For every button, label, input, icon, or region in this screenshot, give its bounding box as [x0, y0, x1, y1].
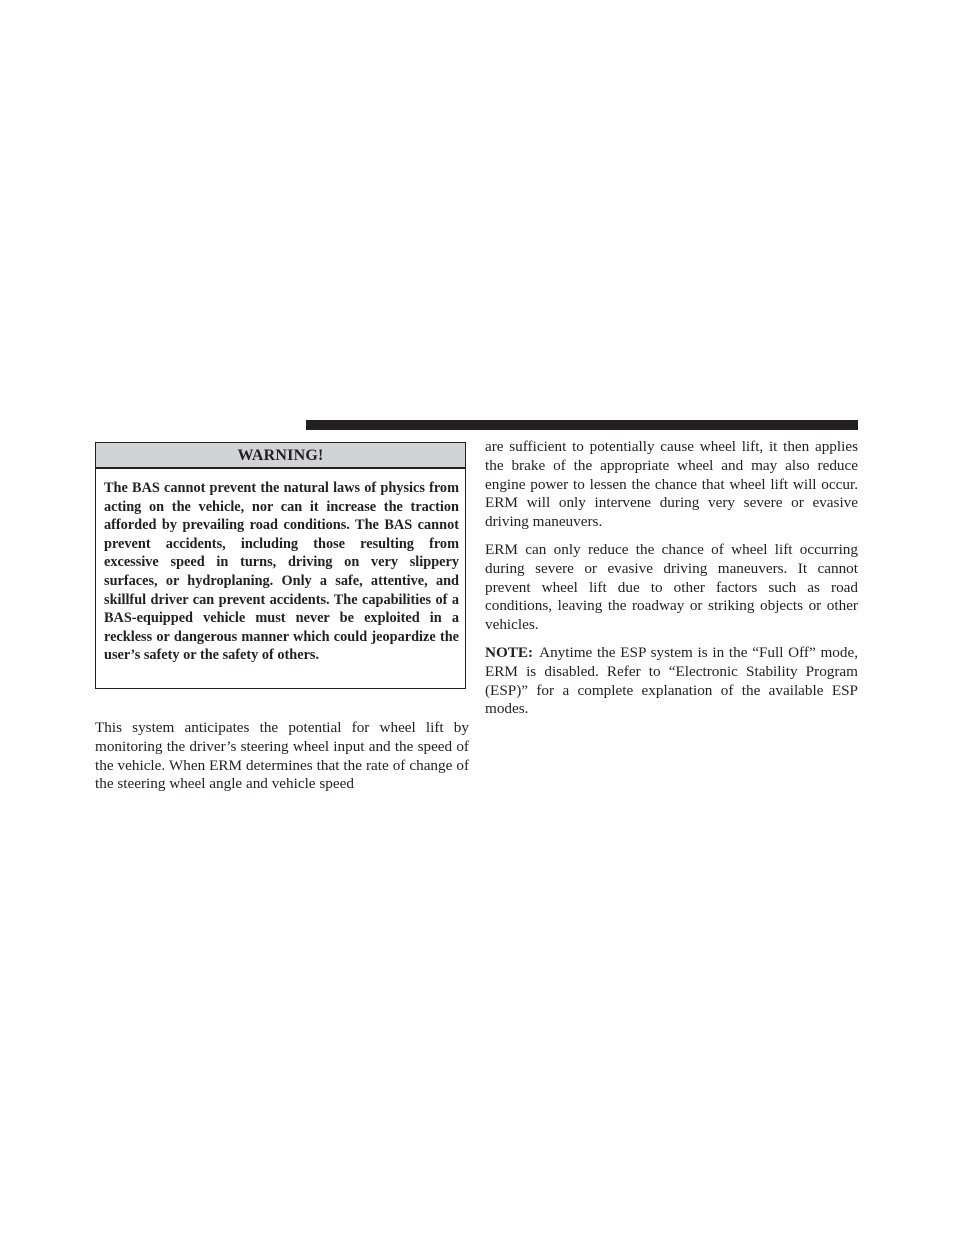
erm-limitation-paragraph: ERM can only reduce the chance of wheel lift occurring during severe or evasive driving maneuvers. It cannot prevent wheel lift due to other factors such as road conditions, leaving the roadway or striking objects or other vehicles. — [485, 540, 858, 634]
note-paragraph — [485, 644, 858, 719]
right-column — [485, 438, 858, 719]
erm-continuation-paragraph: are sufficient to potentially cause wheel lift, it then applies the brake of the appropriate wheel and may also reduce engine power to lessen the chance that wheel lift will occur. ERM will only intervene during very severe or evasive driving maneuvers. — [485, 438, 858, 531]
warning-box — [95, 442, 466, 689]
note-label: NOTE: — [485, 643, 534, 661]
section-header-bar — [306, 420, 858, 430]
erm-description-paragraph: This system anticipates the potential for wheel lift by monitoring the driver’s steering wheel input and the speed of the vehicle. When ERM determines that the rate of change of the steering wheel angle and vehicle speed — [95, 719, 469, 793]
warning-title: WARNING! — [96, 443, 465, 469]
warning-text: The BAS cannot prevent the natural laws of physics from acting on the vehicle, nor can it increase the traction afforded by prevailing road conditions. The BAS cannot prevent accidents, including those resulting from excessive speed in turns, driving on very slippery surfaces, or hydroplaning. Only a safe, attentive, and skillful driver can prevent accidents. The capabilities of a BAS-equipped vehicle must never be exploited in a reckless or dangerous manner which could jeopardize the user’s safety or the safety of others. — [104, 480, 459, 664]
note-text: Anytime the ESP system is in the “Full Off” mode, ERM is disabled. Refer to “Electronic Stability Program (ESP)” for a complete explanation of the available ESP modes. — [485, 643, 858, 718]
left-column — [95, 719, 469, 794]
